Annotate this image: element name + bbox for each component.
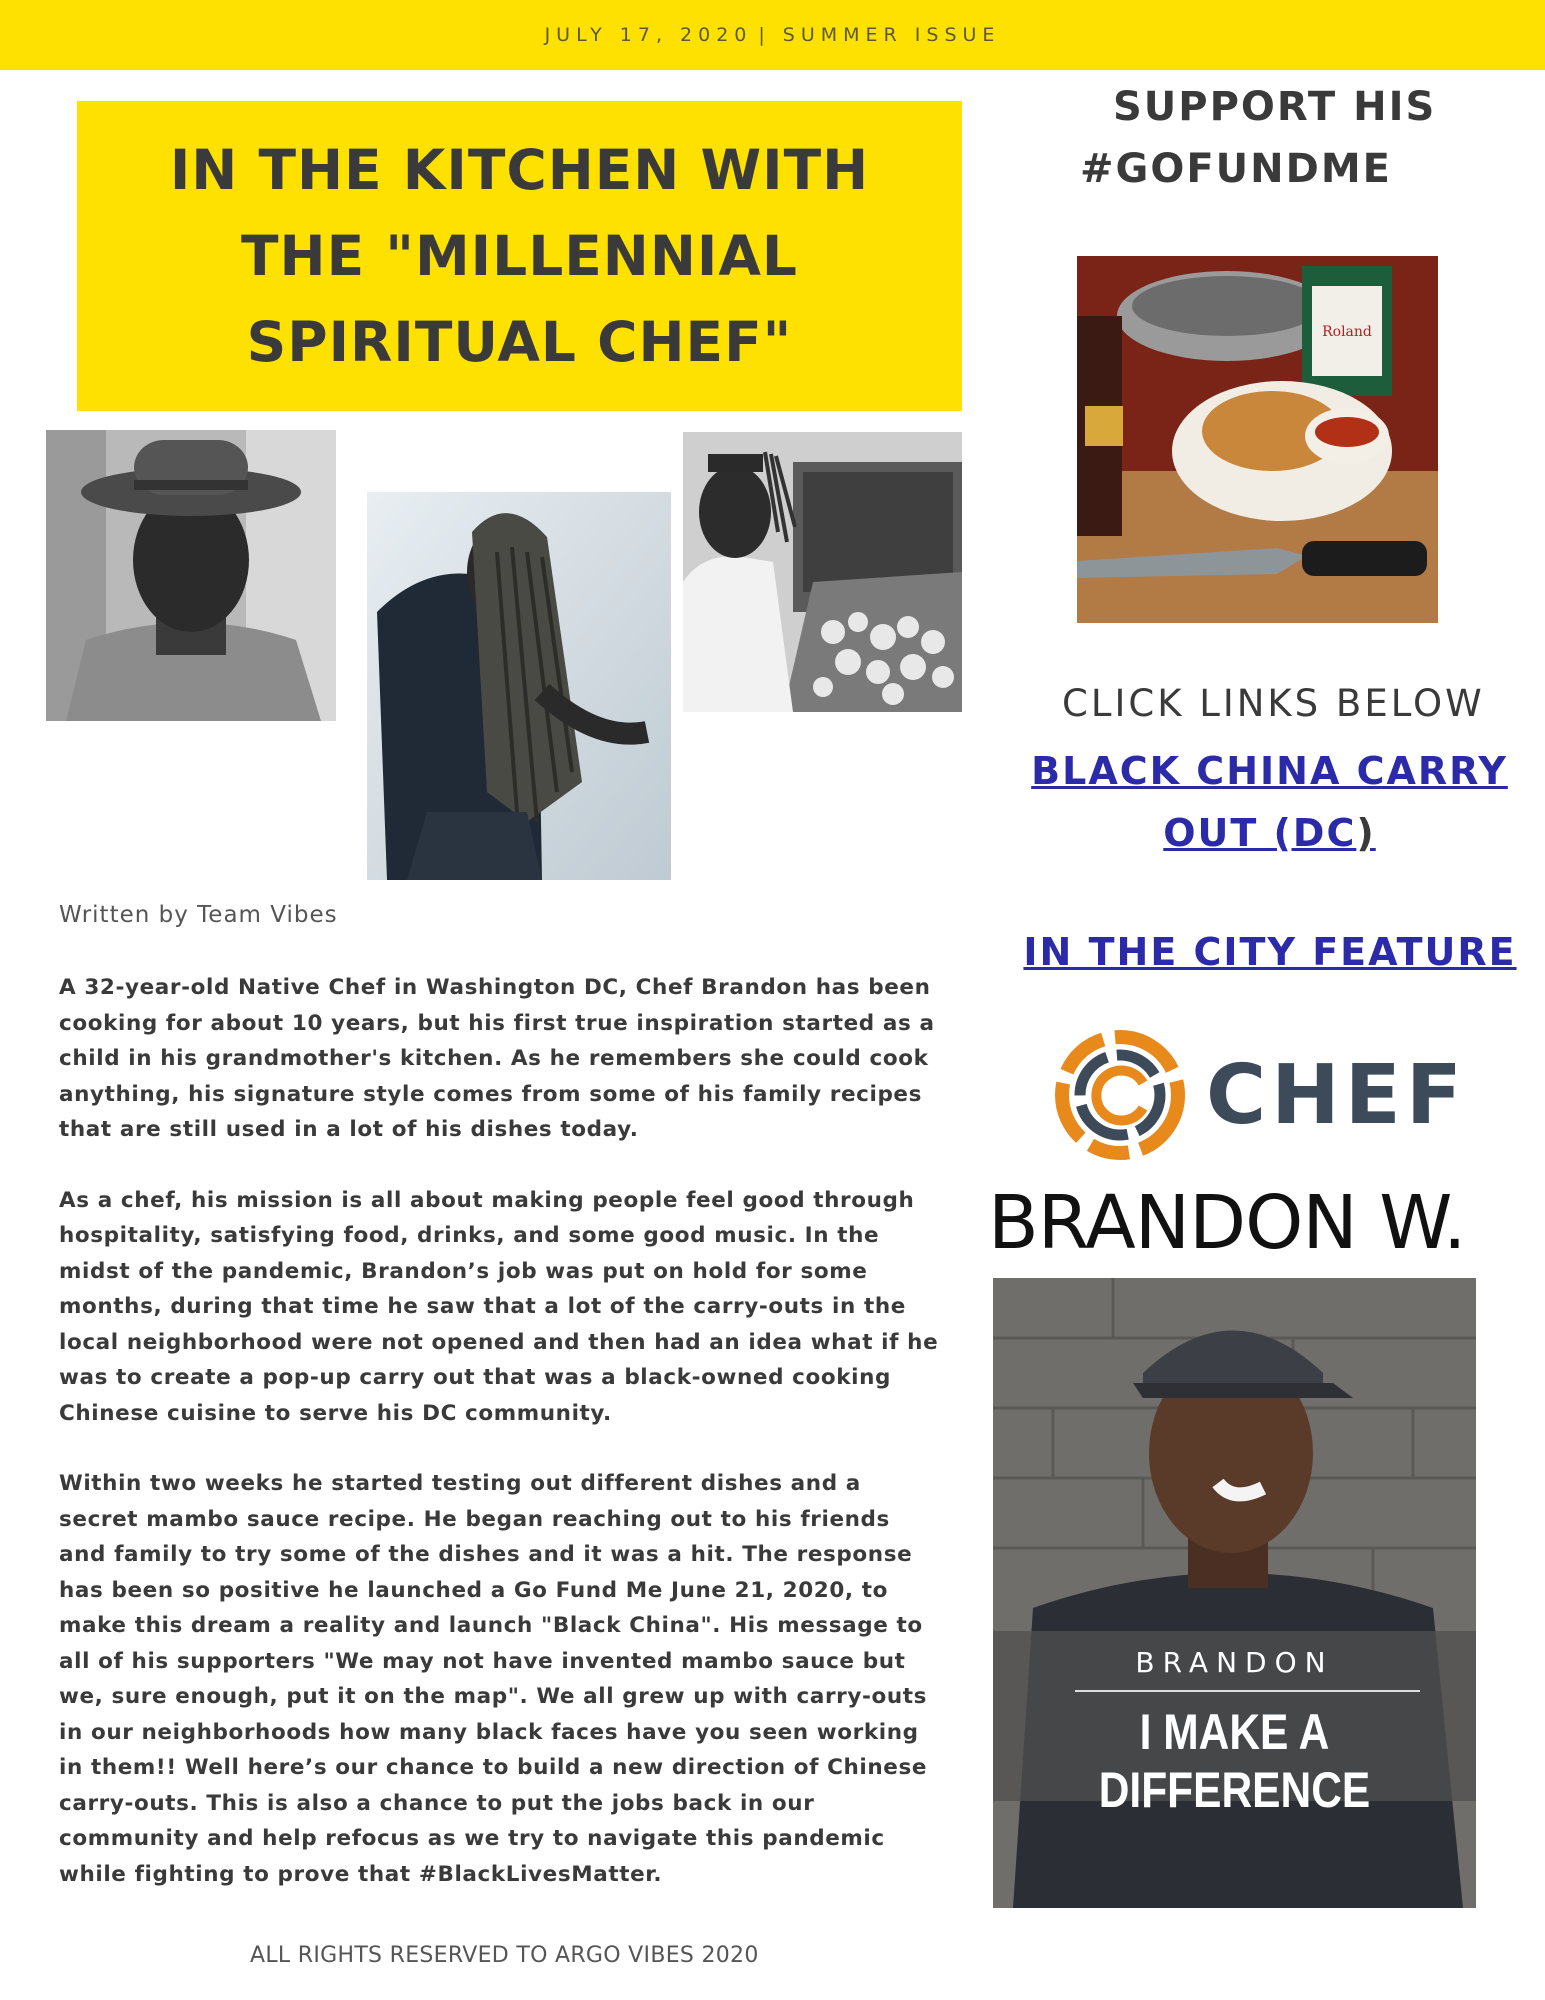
article-title: IN THE KITCHEN WITH THE "MILLENNIAL SPIRITUAL CHEF": [169, 138, 870, 374]
support-line: SUPPORT HIS: [1113, 84, 1437, 130]
chef-portrait-dreads-photo: [367, 492, 671, 880]
copyright-footer: ALL RIGHTS RESERVED TO ARGO VIBES 2020: [250, 1943, 759, 1968]
issue-name: SUMMER ISSUE: [782, 24, 1001, 46]
issue-separator: |: [758, 24, 771, 46]
article-byline: Written by Team Vibes: [59, 902, 338, 928]
chef-brandon-portrait-photo: [993, 1278, 1476, 1908]
issue-date: JULY 17, 2020: [544, 24, 753, 46]
link-paren: ): [1356, 811, 1376, 855]
chef-name: BRANDON W.: [988, 1180, 1466, 1266]
overlay-name: BRANDON: [1135, 1646, 1334, 1679]
overlay-divider: [1075, 1690, 1420, 1692]
article-paragraph: As a chef, his mission is all about making people feel good through hospitality, satisfying food, drinks, and some good music. In the midst of the pandemic, Brandon’s job was put on hold for some months, during that time he saw that a lot of the carry-outs in the local neighborhood were not opened and then had an idea what if he was to create a pop-up carry out that was a black-owned cooking Chinese cuisine to serve his DC community.: [59, 1187, 939, 1426]
chef-wordmark: CHEF: [1206, 1048, 1467, 1143]
black-china-carryout-link[interactable]: [1022, 740, 1517, 864]
chef-emblem-icon: [1053, 1028, 1188, 1163]
in-the-city-feature-link[interactable]: IN THE CITY FEATURE: [1023, 930, 1517, 974]
overlay-slogan: I MAKE A DIFFERENCE: [1098, 1704, 1371, 1818]
link-text[interactable]: BLACK CHINA CARRY OUT (DC: [1031, 749, 1508, 855]
issue-header-bar: [0, 0, 1545, 70]
chef-portrait-hat-photo: [46, 430, 336, 721]
chef-cooking-photo: [683, 432, 962, 712]
article-title-box: [77, 101, 962, 411]
chicken-dish-photo: [1077, 256, 1438, 623]
gofundme-line: #GOFUNDME: [1080, 146, 1392, 192]
click-links-heading: CLICK LINKS BELOW: [1062, 682, 1485, 725]
article-body: [59, 970, 939, 1927]
article-paragraph: A 32-year-old Native Chef in Washington DC, Chef Brandon has been cooking for about 10 years, but his first true inspiration started as a child in his grandmother's kitchen. As he remembers she could cook anything, his signature style comes from some of his family recipes that are still used in a lot of his dishes today.: [59, 975, 935, 1142]
svg-text:Roland: Roland: [1322, 324, 1372, 340]
gofundme-heading: [1080, 76, 1500, 200]
article-paragraph: Within two weeks he started testing out different dishes and a secret mambo sauce recipe. He began reaching out to his friends and family to try some of the dishes and it was a hit. The response has been so positive he launched a Go Fund Me June 21, 2020, to make this dream a reality and launch "Black China". His message to all of his supporters "We may not have invented mambo sauce but we, sure enough, put it on the map". We all grew up with carry-outs in our neighborhoods how many black faces have you seen working in them!! Well here’s our chance to build a new direction of Chinese carry-outs. This is also a chance to put the jobs back in our community and help refocus as we try to navigate this pandemic while fighting to prove that #BlackLivesMatter.: [59, 1471, 928, 1887]
